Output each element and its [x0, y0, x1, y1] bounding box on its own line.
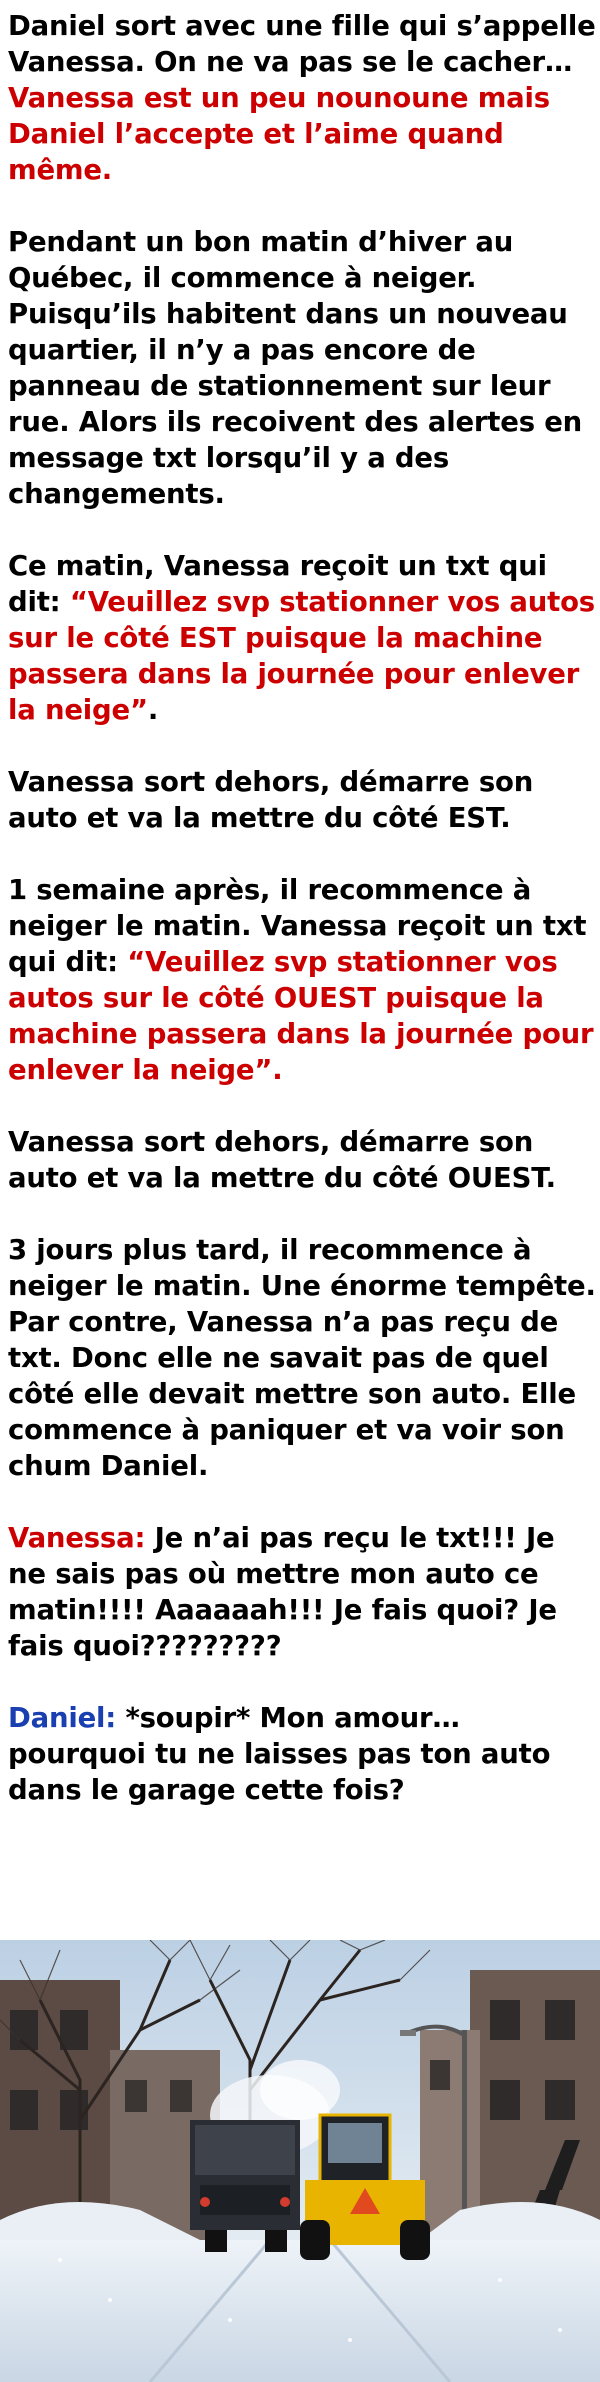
speaker-label: Daniel: — [8, 1702, 117, 1734]
dialogue-daniel: Daniel: *soupir* Mon amour… pourquoi tu ne laisses pas ton auto dans le garage cette fois? — [8, 1702, 551, 1806]
highlight-text: Vanessa est un peu nounoune mais Daniel l’accepte et l’aime quand même. — [8, 82, 550, 186]
paragraph-first-text: Ce matin, Vanessa reçoit un txt qui dit: “Veuillez svp stationner vos autos sur le côté EST puisque la machine passera dans la journée pour enlever la neige”. — [8, 550, 595, 726]
dialogue-vanessa: Vanessa: Je n’ai pas reçu le txt!!! Je ne sais pas où mettre mon auto ce matin!!!! Aaaaaah!!! Je fais quoi? Je fais quoi????????? — [8, 1522, 557, 1662]
paragraph-east: Vanessa sort dehors, démarre son auto et va la mettre du côté EST. — [8, 766, 534, 834]
text-message-quote: “Veuillez svp stationner vos autos sur le côté EST puisque la machine passera dans la journée pour enlever la neige” — [8, 586, 595, 726]
paragraph-intro: Daniel sort avec une fille qui s’appelle Vanessa. On ne va pas se le cacher… Vanessa est un peu nounoune mais Daniel l’accepte et l’aime quand même. — [8, 10, 596, 186]
story-text — [8, 8, 596, 1844]
snow-removal-photo — [0, 1940, 600, 2382]
speaker-label: Vanessa: — [8, 1522, 146, 1554]
paragraph-second-text: 1 semaine après, il recommence à neiger le matin. Vanessa reçoit un txt qui dit: “Veuillez svp stationner vos autos sur le côté OUEST puisque la machine passera dans la journée pour enlever la neige”. — [8, 874, 594, 1086]
paragraph-context: Pendant un bon matin d’hiver au Québec, il commence à neiger. Puisqu’ils habitent dans un nouveau quartier, il n’y a pas encore de panneau de stationnement sur leur rue. Alors ils recoivent des alertes en message txt lorsqu’il y a des changements. — [8, 226, 583, 510]
paragraph-west: Vanessa sort dehors, démarre son auto et va la mettre du côté OUEST. — [8, 1126, 556, 1194]
paragraph-storm: 3 jours plus tard, il recommence à neiger le matin. Une énorme tempête. Par contre, Vanessa n’a pas reçu de txt. Donc elle ne savait pas de quel côté elle devait mettre son auto. Elle commence à paniquer et va voir son chum Daniel. — [8, 1234, 596, 1482]
text-message-quote: “Veuillez svp stationner vos autos sur le côté OUEST puisque la machine passera dans la journée pour enlever la neige”. — [8, 946, 594, 1086]
